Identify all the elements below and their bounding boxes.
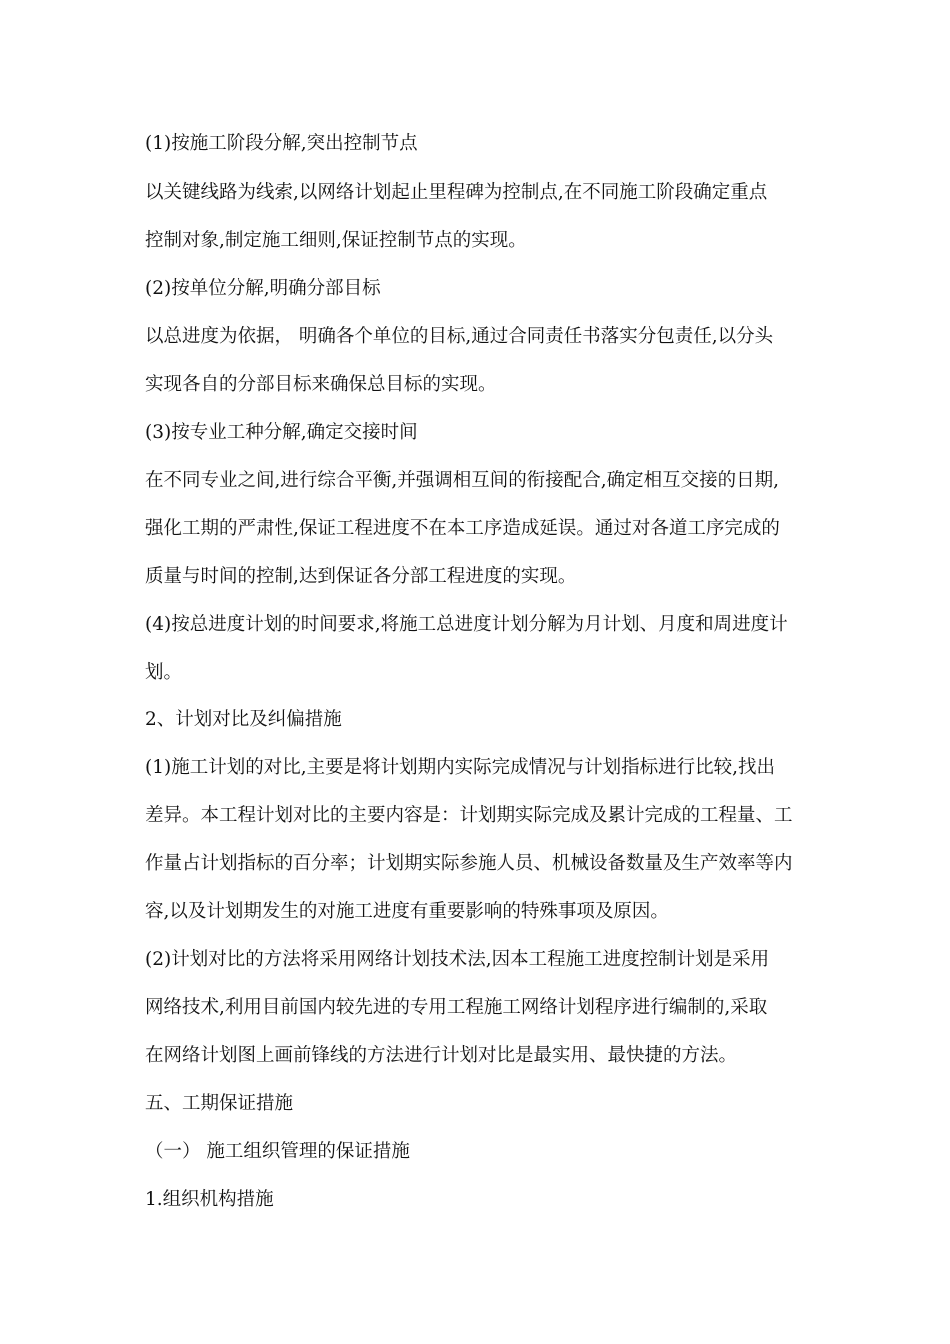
paragraph-line: 容,以及计划期发生的对施工进度有重要影响的特殊事项及原因。 bbox=[145, 901, 669, 922]
item-heading-organization-structure: 1.组织机构措施 bbox=[145, 1189, 274, 1210]
subsection-heading-organization: （一） 施工组织管理的保证措施 bbox=[145, 1141, 410, 1162]
paragraph-line: 质量与时间的控制,达到保证各分部工程进度的实现。 bbox=[145, 566, 577, 587]
chapter-heading-schedule-guarantee: 五、工期保证措施 bbox=[145, 1093, 294, 1114]
section-heading-plan-comparison: 2、计划对比及纠偏措施 bbox=[145, 709, 342, 730]
paragraph-line: 网络技术,利用目前国内较先进的专用工程施工网络计划程序进行编制的,采取 bbox=[145, 997, 768, 1018]
paragraph-line: (4)按总进度计划的时间要求,将施工总进度计划分解为月计划、月度和周进度计 bbox=[145, 614, 788, 635]
paragraph-line: 实现各自的分部目标来确保总目标的实现。 bbox=[145, 374, 497, 395]
paragraph-line: 在网络计划图上画前锋线的方法进行计划对比是最实用、最快捷的方法。 bbox=[145, 1045, 738, 1066]
paragraph-line: 控制对象,制定施工细则,保证控制节点的实现。 bbox=[145, 230, 527, 251]
heading-trade-breakdown: (3)按专业工种分解,确定交接时间 bbox=[145, 422, 418, 443]
paragraph-line: (2)计划对比的方法将采用网络计划技术法,因本工程施工进度控制计划是采用 bbox=[145, 949, 770, 970]
heading-stage-breakdown: (1)按施工阶段分解,突出控制节点 bbox=[145, 133, 418, 154]
paragraph-line: (1)施工计划的对比,主要是将计划期内实际完成情况与计划指标进行比较,找出 bbox=[145, 757, 775, 778]
paragraph-line: 作量占计划指标的百分率；计划期实际参施人员、机械设备数量及生产效率等内 bbox=[145, 853, 793, 874]
paragraph-line: 划。 bbox=[145, 662, 183, 683]
paragraph-line: 差异。本工程计划对比的主要内容是：计划期实际完成及累计完成的工程量、工 bbox=[145, 805, 793, 826]
paragraph-line: 在不同专业之间,进行综合平衡,并强调相互间的衔接配合,确定相互交接的日期, bbox=[145, 470, 780, 491]
paragraph-line: 以关键线路为线索,以网络计划起止里程碑为控制点,在不同施工阶段确定重点 bbox=[145, 182, 768, 203]
paragraph-line: 强化工期的严肃性,保证工程进度不在本工序造成延误。通过对各道工序完成的 bbox=[145, 518, 780, 539]
heading-unit-breakdown: (2)按单位分解,明确分部目标 bbox=[145, 278, 381, 299]
paragraph-line: 以总进度为依据， 明确各个单位的目标,通过合同责任书落实分包责任,以分头 bbox=[145, 326, 774, 347]
